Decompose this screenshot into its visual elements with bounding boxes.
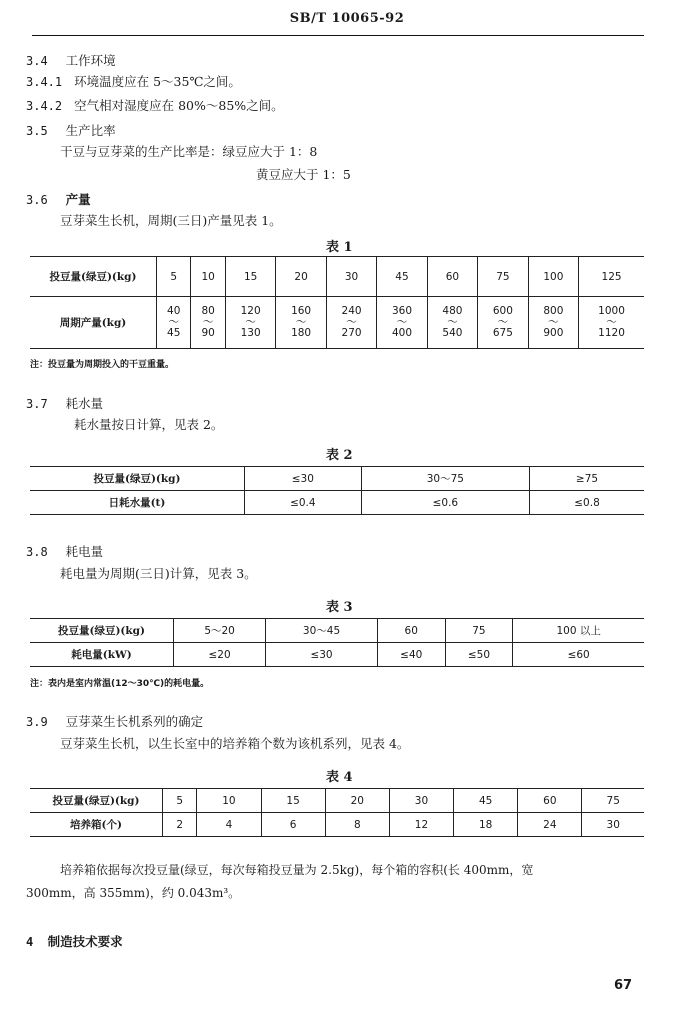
- row-label: 投豆量(绿豆)(kg): [30, 257, 157, 297]
- section-number: 3.4.2: [26, 99, 63, 113]
- table-cell: ≤0.6: [361, 491, 529, 515]
- range-high: 400: [391, 327, 413, 339]
- table-cell: 20: [325, 789, 389, 813]
- table-1-note: 注：投豆量为周期投入的干豆重量。: [30, 360, 175, 370]
- table-3-note: 注：表内是室内常温(12～30℃)的耗电量。: [30, 679, 210, 689]
- table-cell: 24: [518, 813, 582, 837]
- table-1: [30, 256, 644, 349]
- table-cell: 18: [454, 813, 518, 837]
- range-dash: ～: [295, 316, 307, 328]
- table-cell: 75: [582, 789, 644, 813]
- table-cell: 125: [579, 257, 644, 297]
- section-3-4: [26, 51, 116, 69]
- range-high: 180: [291, 327, 312, 339]
- table-row: [30, 643, 644, 667]
- table-cell: 15: [261, 789, 325, 813]
- ratio-line-2: 黄豆应大于 1：5: [256, 167, 351, 182]
- page-number: 67: [614, 978, 633, 993]
- range-low: 360: [391, 305, 413, 317]
- section-3-5: [26, 121, 116, 139]
- range-low: 40: [167, 305, 181, 317]
- table-3-caption: 表 3: [326, 600, 353, 615]
- page-header: SB/T 10065-92: [289, 11, 405, 26]
- table-2: [30, 466, 644, 515]
- table-1-caption: 表 1: [326, 240, 353, 255]
- range-dash: ～: [168, 316, 179, 328]
- table-cell: ≤60: [513, 643, 644, 667]
- table-cell: 12: [389, 813, 453, 837]
- range-low: 1000: [598, 305, 625, 317]
- table-cell: 100 以上: [513, 619, 644, 643]
- table-row: [30, 813, 644, 837]
- range-high: 270: [341, 327, 362, 339]
- table-cell: 4: [197, 813, 261, 837]
- range-dash: ～: [497, 316, 509, 328]
- range-low: 480: [442, 305, 463, 317]
- table-cell: 5: [163, 789, 197, 813]
- table-cell: [427, 297, 477, 349]
- table-2-caption: 表 2: [326, 448, 353, 463]
- section-number: 3.7: [26, 397, 48, 411]
- table-cell: 45: [377, 257, 427, 297]
- table-cell: 30: [389, 789, 453, 813]
- section-number: 3.8: [26, 545, 48, 559]
- range-high: 1120: [598, 327, 625, 339]
- table-cell: 60: [377, 619, 445, 643]
- range-low: 120: [240, 305, 261, 317]
- section-title: 制造技术要求: [47, 934, 123, 949]
- table-cell: 5～20: [174, 619, 266, 643]
- table-cell: [157, 297, 191, 349]
- section-text: 环境温度应在 5～35℃之间。: [74, 74, 241, 89]
- section-title: 生产比率: [65, 123, 116, 138]
- section-3-8: [26, 542, 103, 560]
- range-dash: ～: [346, 316, 357, 328]
- range-low: 600: [492, 305, 513, 317]
- table-4-caption: 表 4: [326, 770, 353, 785]
- table-cell: 45: [454, 789, 518, 813]
- section-text: 空气相对湿度应在 80%～85%之间。: [74, 98, 284, 113]
- section-title: 产量: [65, 192, 91, 207]
- table-cell: ≤40: [377, 643, 445, 667]
- table-cell: 20: [276, 257, 326, 297]
- table-cell: 75: [445, 619, 513, 643]
- table-cell: 6: [261, 813, 325, 837]
- range-dash: ～: [606, 316, 617, 328]
- section-number: 3.6: [26, 193, 48, 207]
- section-3-7-text: 耗水量按日计算，见表 2。: [74, 417, 224, 432]
- section-title: 耗水量: [65, 396, 104, 411]
- table-4: [30, 788, 644, 837]
- range-dash: ～: [202, 316, 214, 328]
- row-label: 投豆量(绿豆)(kg): [30, 467, 245, 491]
- table-cell: 10: [191, 257, 225, 297]
- range-dash: ～: [447, 316, 458, 328]
- paragraph-line-1: 培养箱依据每次投豆量(绿豆，每次每箱投豆量为 2.5kg)，每个箱的容积(长 400mm，宽: [60, 863, 534, 877]
- range-high: 130: [240, 327, 261, 339]
- range-high: 540: [442, 327, 463, 339]
- table-cell: [225, 297, 275, 349]
- row-label: 耗电量(kW): [30, 643, 174, 667]
- range-low: 160: [291, 305, 312, 317]
- paragraph-line-2: 300mm，高 355mm)，约 0.043m³。: [26, 886, 241, 900]
- table-cell: 30: [582, 813, 644, 837]
- table-cell: ≤30: [266, 643, 378, 667]
- section-4: [26, 932, 123, 950]
- row-label: 培养箱(个): [30, 813, 163, 837]
- table-cell: ≥75: [530, 467, 644, 491]
- section-number: 3.5: [26, 124, 48, 138]
- section-3-7: [26, 394, 103, 412]
- table-cell: 5: [157, 257, 191, 297]
- table-cell: ≤20: [174, 643, 266, 667]
- section-number: 4: [26, 935, 34, 949]
- section-title: 豆芽菜生长机系列的确定: [65, 714, 204, 729]
- ratio-line-1: 干豆与豆芽菜的生产比率是：绿豆应大于 1：8: [60, 144, 318, 159]
- section-3-9-text: 豆芽菜生长机，以生长室中的培养箱个数为该机系列，见表 4。: [60, 736, 410, 751]
- table-cell: 10: [197, 789, 261, 813]
- table-cell: 2: [163, 813, 197, 837]
- section-number: 3.9: [26, 715, 48, 729]
- range-dash: ～: [245, 316, 256, 328]
- row-label: 投豆量(绿豆)(kg): [30, 619, 174, 643]
- section-3-8-text: 耗电量为周期(三日)计算，见表 3。: [60, 566, 257, 581]
- table-cell: ≤0.8: [530, 491, 644, 515]
- range-dash: ～: [396, 316, 408, 328]
- table-cell: [377, 297, 427, 349]
- table-cell: [478, 297, 528, 349]
- table-cell: [579, 297, 644, 349]
- table-cell: ≤50: [445, 643, 513, 667]
- range-low: 240: [341, 305, 362, 317]
- range-dash: ～: [548, 316, 559, 328]
- table-row: [30, 257, 644, 297]
- table-cell: 75: [478, 257, 528, 297]
- table-cell: [191, 297, 225, 349]
- table-row: [30, 467, 644, 491]
- row-label: 周期产量(kg): [30, 297, 157, 349]
- header-rule: [32, 35, 644, 36]
- section-3-6-text: 豆芽菜生长机，周期(三日)产量见表 1。: [60, 213, 282, 228]
- section-3-4-2: [26, 98, 284, 114]
- section-3-4-1: [26, 74, 241, 90]
- table-row: [30, 297, 644, 349]
- table-cell: ≤30: [245, 467, 362, 491]
- table-cell: 60: [427, 257, 477, 297]
- section-number: 3.4: [26, 54, 48, 68]
- table-cell: 8: [325, 813, 389, 837]
- table-cell: [528, 297, 578, 349]
- table-cell: [276, 297, 326, 349]
- section-3-9: [26, 712, 203, 730]
- range-high: 90: [201, 327, 215, 339]
- range-low: 80: [201, 305, 215, 317]
- range-low: 800: [543, 305, 564, 317]
- range-high: 675: [492, 327, 513, 339]
- row-label: 日耗水量(t): [30, 491, 245, 515]
- table-cell: 30～75: [361, 467, 529, 491]
- section-3-6: [26, 190, 91, 208]
- table-row: [30, 491, 644, 515]
- table-cell: 15: [225, 257, 275, 297]
- table-cell: [326, 297, 376, 349]
- table-3: [30, 618, 644, 667]
- section-title: 耗电量: [65, 544, 104, 559]
- table-cell: 30: [326, 257, 376, 297]
- range-high: 45: [167, 327, 181, 339]
- table-cell: 60: [518, 789, 582, 813]
- table-row: [30, 619, 644, 643]
- table-cell: 30～45: [266, 619, 378, 643]
- table-cell: 100: [528, 257, 578, 297]
- range-high: 900: [543, 327, 564, 339]
- section-number: 3.4.1: [26, 75, 63, 89]
- section-title: 工作环境: [65, 53, 116, 68]
- row-label: 投豆量(绿豆)(kg): [30, 789, 163, 813]
- table-row: [30, 789, 644, 813]
- table-cell: ≤0.4: [245, 491, 362, 515]
